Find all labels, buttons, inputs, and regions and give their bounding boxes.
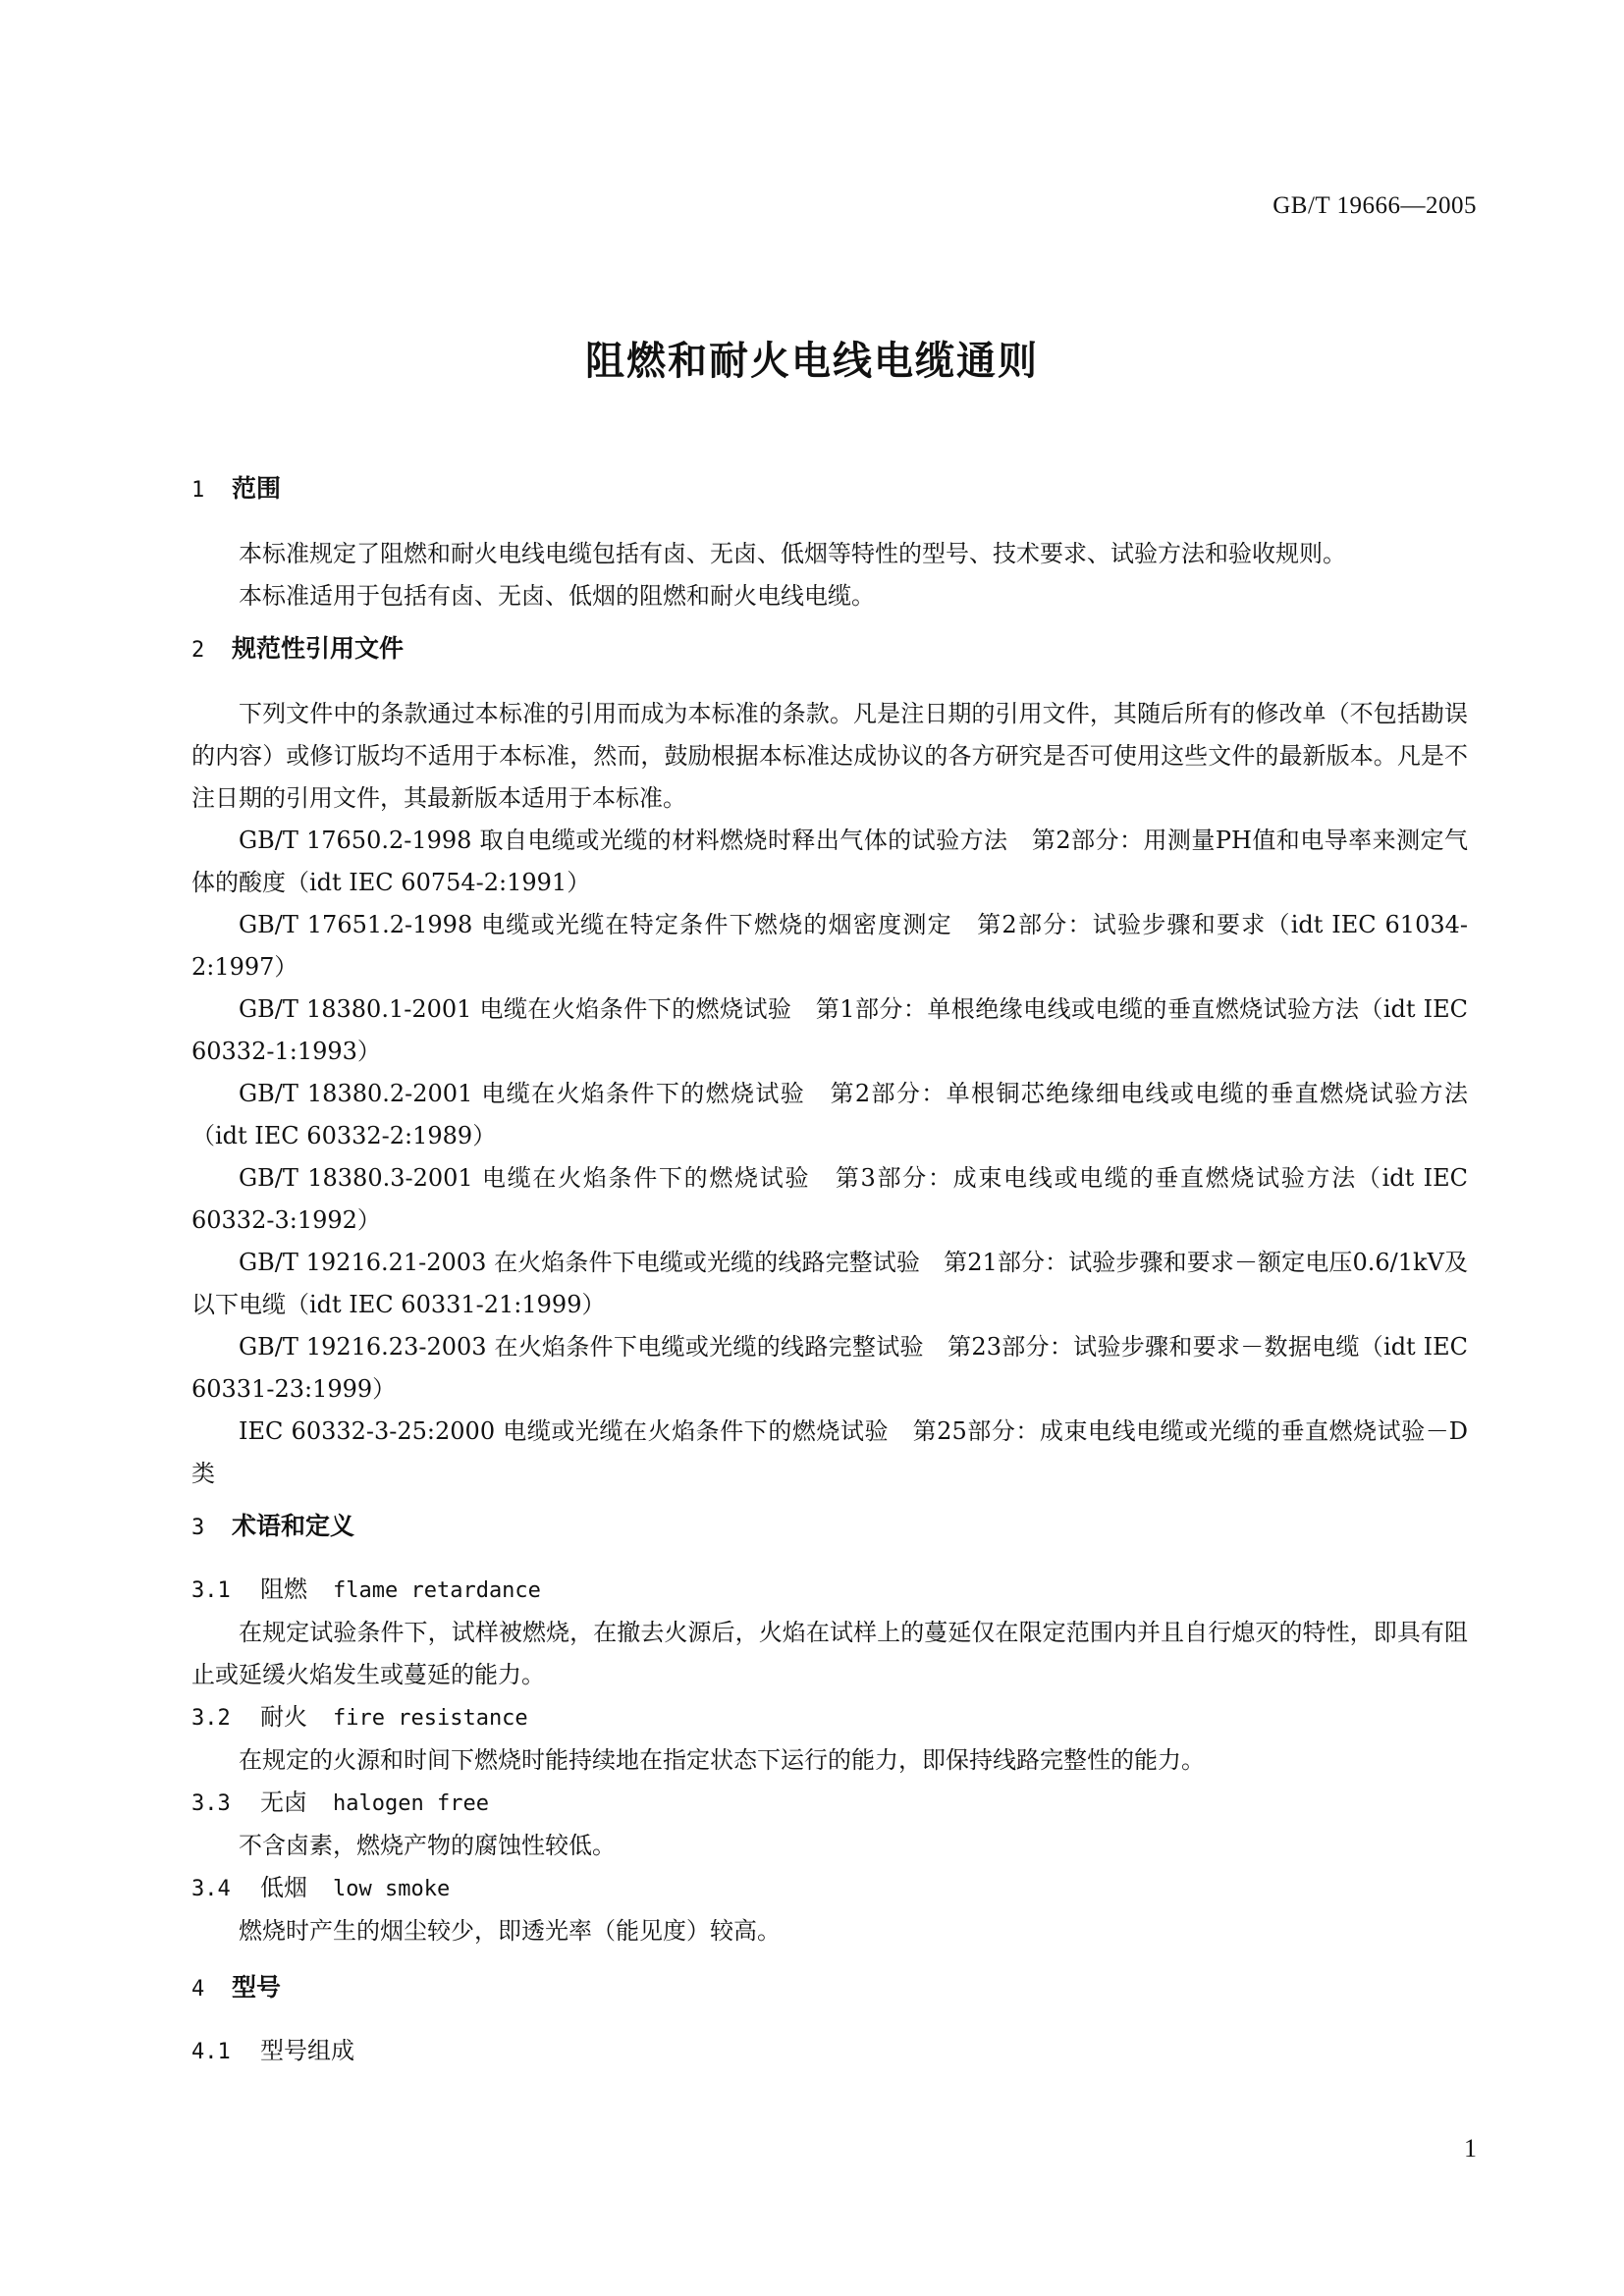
term-number: 3.2 [191, 1706, 231, 1731]
scope-paragraph: 本标准规定了阻燃和耐火电线电缆包括有卤、无卤、低烟等特性的型号、技术要求、试验方法和验收规则。 [239, 540, 1346, 567]
term-heading [191, 1696, 1468, 1739]
term-number: 3.4 [191, 1877, 231, 1901]
section-3-heading [191, 1505, 1468, 1549]
section-title: 型号 [232, 1973, 282, 2002]
section-number: 1 [191, 478, 205, 503]
section-title: 范围 [232, 474, 282, 503]
section-number: 2 [191, 638, 205, 663]
term-heading [191, 1782, 1468, 1825]
term-definition: 在规定试验条件下，试样被燃烧，在撤去火源后，火焰在试样上的蔓延仅在限定范围内并且自行熄灭的特性，即具有阻止或延缓火焰发生或蔓延的能力。 [191, 1619, 1468, 1688]
term-chinese: 无卤 [260, 1789, 307, 1816]
subsection-title: 型号组成 [260, 2037, 354, 2064]
reference-item: GB/T 19216.21-2003 在火焰条件下电缆或光缆的线路完整试验 第21部分：试验步骤和要求－额定电压0.6/1kV及以下电缆（idt IEC 60331-21:1999） [191, 1249, 1468, 1318]
reference-item: GB/T 17651.2-1998 电缆或光缆在特定条件下燃烧的烟密度测定 第2部分：试验步骤和要求（idt IEC 61034-2:1997） [191, 911, 1468, 981]
term-chinese: 耐火 [260, 1703, 307, 1731]
standard-code: GB/T 19666—2005 [1272, 192, 1477, 219]
term-chinese: 低烟 [260, 1874, 307, 1901]
reference-item: GB/T 19216.23-2003 在火焰条件下电缆或光缆的线路完整试验 第23部分：试验步骤和要求－数据电缆（idt IEC 60331-23:1999） [191, 1333, 1468, 1403]
reference-item: GB/T 18380.3-2001 电缆在火焰条件下的燃烧试验 第3部分：成束电线或电缆的垂直燃烧试验方法（idt IEC 60332-3:1992） [191, 1164, 1468, 1234]
section-4-heading [191, 1966, 1468, 2010]
term-heading [191, 1867, 1468, 1910]
term-english: halogen free [333, 1791, 489, 1816]
term-number: 3.1 [191, 1578, 231, 1603]
subsection-heading [191, 2030, 1468, 2073]
section-title: 规范性引用文件 [232, 634, 405, 663]
reference-item: IEC 60332-3-25:2000 电缆或光缆在火焰条件下的燃烧试验 第25部分：成束电线电缆或光缆的垂直燃烧试验－D类 [191, 1417, 1468, 1487]
term-english: fire resistance [333, 1706, 528, 1731]
term-english: flame retardance [333, 1578, 541, 1603]
section-2-heading [191, 627, 1468, 671]
document-title: 阻燃和耐火电线电缆通则 [585, 339, 1039, 384]
subsection-number: 4.1 [191, 2040, 231, 2064]
term-definition: 在规定的火源和时间下燃烧时能持续地在指定状态下运行的能力，即保持线路完整性的能力。 [239, 1746, 1205, 1774]
term-chinese: 阻燃 [260, 1575, 307, 1603]
document-body [191, 467, 1468, 2073]
term-definition: 燃烧时产生的烟尘较少，即透光率（能见度）较高。 [239, 1917, 781, 1945]
section-number: 3 [191, 1516, 205, 1540]
section-number: 4 [191, 1977, 205, 2002]
section-title: 术语和定义 [232, 1512, 355, 1540]
references-intro: 下列文件中的条款通过本标准的引用而成为本标准的条款。凡是注日期的引用文件，其随后所有的修改单（不包括勘误的内容）或修订版均不适用于本标准，然而，鼓励根据本标准达成协议的各方研究是否可使用这些文件的最新版本。凡是不注日期的引用文件，其最新版本适用于本标准。 [191, 700, 1468, 812]
term-heading [191, 1569, 1468, 1612]
term-definition: 不含卤素，燃烧产物的腐蚀性较低。 [239, 1832, 616, 1859]
page-number: 1 [1464, 2134, 1477, 2163]
reference-item: GB/T 18380.1-2001 电缆在火焰条件下的燃烧试验 第1部分：单根绝缘电线或电缆的垂直燃烧试验方法（idt IEC 60332-1:1993） [191, 995, 1468, 1065]
reference-item: GB/T 18380.2-2001 电缆在火焰条件下的燃烧试验 第2部分：单根铜芯绝缘细电线或电缆的垂直燃烧试验方法（idt IEC 60332-2:1989） [191, 1080, 1468, 1149]
term-english: low smoke [333, 1877, 451, 1901]
scope-paragraph: 本标准适用于包括有卤、无卤、低烟的阻燃和耐火电线电缆。 [239, 582, 875, 610]
term-number: 3.3 [191, 1791, 231, 1816]
reference-item: GB/T 17650.2-1998 取自电缆或光缆的材料燃烧时释出气体的试验方法 第2部分：用测量PH值和电导率来测定气体的酸度（idt IEC 60754-2:1991） [191, 827, 1468, 896]
section-1-heading [191, 467, 1468, 511]
